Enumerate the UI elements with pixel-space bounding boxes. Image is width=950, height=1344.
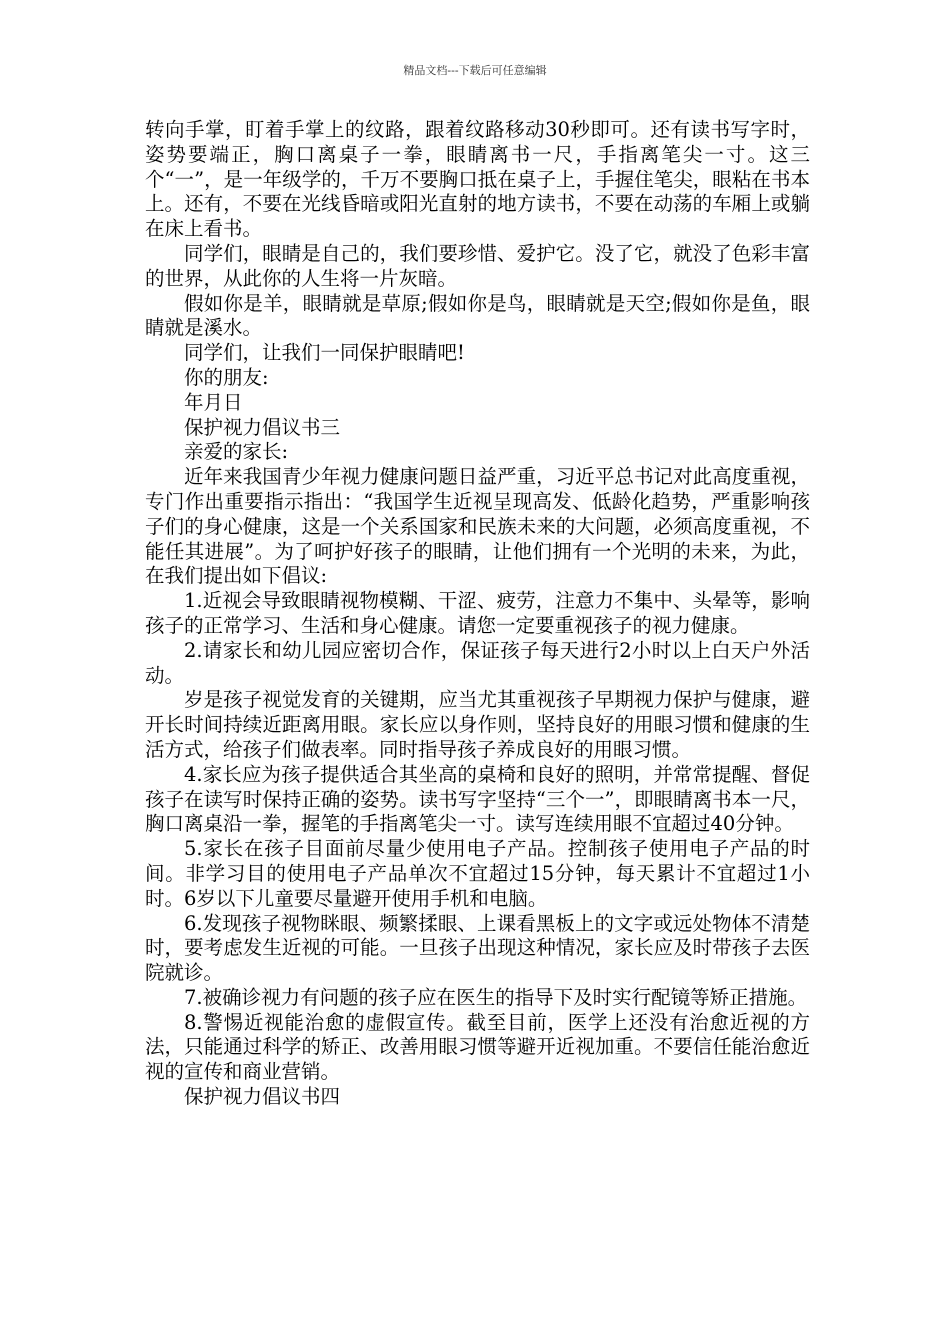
list-item: 1.近视会导致眼睛视物模糊、干涩、疲劳，注意力不集中、头晕等，影响孩子的正常学习、生活和身心健康。请您一定要重视孩子的视力健康。 (145, 589, 810, 637)
document-body (145, 118, 810, 1110)
date-line: 年月日 (184, 390, 243, 414)
section-title: 保护视力倡议书三 (184, 415, 341, 439)
paragraph: 同学们，让我们一同保护眼睛吧! (184, 341, 465, 365)
list-item: 7.被确诊视力有问题的孩子应在医生的指导下及时实行配镜等矫正措施。 (184, 985, 808, 1009)
list-item: 6.发现孩子视物眯眼、频繁揉眼、上课看黑板上的文字或远处物体不清楚时，要考虑发生近视的可能。一旦孩子出现这种情况，家长应及时带孩子去医院就诊。 (145, 911, 810, 985)
section-title: 保护视力倡议书四 (184, 1085, 341, 1109)
list-item: 岁是孩子视觉发育的关键期，应当尤其重视孩子早期视力保护与健康，避开长时间持续近距离用眼。家长应以身作则，坚持良好的用眼习惯和健康的生活方式，给孩子们做表率。同时指导孩子养成良好的用眼习惯。 (145, 688, 810, 761)
paragraph: 同学们，眼睛是自己的，我们要珍惜、爱护它。没了它，就没了色彩丰富的世界，从此你的人生将一片灰暗。 (145, 241, 810, 290)
page-header: 精品文档---下载后可任意编辑 (403, 64, 547, 77)
list-item: 5.家长在孩子目面前尽量少使用电子产品。控制孩子使用电子产品的时间。非学习目的使用电子产品单次不宜超过15分钟，每天累计不宜超过1小时。6岁以下儿童要尽量避开使用手机和电脑。 (145, 837, 810, 910)
signature-line: 你的朋友: (184, 365, 269, 389)
paragraph: 假如你是羊，眼睛就是草原;假如你是鸟，眼睛就是天空;假如你是鱼，眼睛就是溪水。 (145, 291, 810, 340)
list-item: 4.家长应为孩子提供适合其坐高的桌椅和良好的照明，并常常提醒、督促孩子在读写时保持正确的姿势。读书写字坚持“三个一”，即眼睛离书本一尺，胸口离桌沿一拳，握笔的手指离笔尖一寸。读写连续用眼不宜超过40分钟。 (145, 762, 810, 836)
list-item: 8.警惕近视能治愈的虚假宣传。截至目前，医学上还没有治愈近视的方法，只能通过科学的矫正、改善用眼习惯等避开近视加重。不要信任能治愈近视的宣传和商业营销。 (145, 1010, 810, 1084)
list-item: 2.请家长和幼儿园应密切合作，保证孩子每天进行2小时以上白天户外活动。 (145, 638, 810, 687)
salutation: 亲爱的家长: (184, 440, 289, 464)
paragraph: 近年来我国青少年视力健康问题日益严重，习近平总书记对此高度重视，专门作出重要指示指出：“我国学生近视呈现高发、低龄化趋势，严重影响孩子们的身心健康，这是一个关系国家和民族未来的大问题，必须高度重视，不能任其进展”。为了呵护好孩子的眼睛，让他们拥有一个光明的未来，为此，在我们提出如下倡议: (145, 465, 810, 588)
paragraph: 转向手掌，盯着手掌上的纹路，跟着纹路移动30秒即可。还有读书写字时，姿势要端正，胸口离桌子一拳，眼睛离书一尺，手指离笔尖一寸。这三个“一”，是一年级学的，千万不要胸口抵在桌子上，手握住笔尖，眼粘在书本上。还有，不要在光线昏暗或阳光直射的地方读书，不要在动荡的车厢上或躺在床上看书。 (145, 118, 810, 241)
